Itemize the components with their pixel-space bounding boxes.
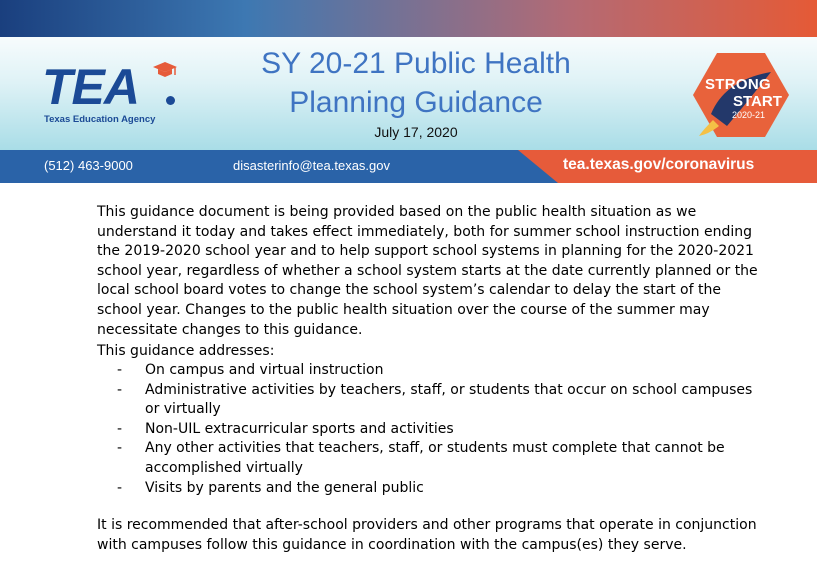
list-bullet: - xyxy=(117,479,123,496)
list-bullet: - xyxy=(117,362,123,378)
title-line-2: Planning Guidance xyxy=(289,86,543,119)
top-gradient-band xyxy=(0,0,817,37)
contact-bar xyxy=(0,150,817,183)
logo-text: TEA xyxy=(42,59,139,115)
website-link[interactable]: tea.texas.gov/coronavirus xyxy=(563,156,755,173)
list-item-text: Administrative activities by teachers, staff, or students that occur on school campuses or virtually xyxy=(145,381,753,418)
list-item xyxy=(97,439,769,478)
list-bullet: - xyxy=(117,381,123,398)
document-date: July 17, 2020 xyxy=(374,124,458,140)
list-item-text: On campus and virtual instruction xyxy=(145,362,384,378)
registered-mark xyxy=(166,96,175,105)
strong-start-badge xyxy=(691,50,791,140)
phone-number[interactable]: (512) 463-9000 xyxy=(44,158,133,173)
list-item-text: Visits by parents and the general public xyxy=(145,479,424,496)
intro-paragraph: This guidance document is being provided based on the public health situation as we understand it today and takes effect immediately, both for summer school instruction ending the 2019-2020 school year and to help support school systems in planning for the 2020-2021 school year, regardless of whether a school system starts at the date currently planned or the local school board votes to change the school system’s calendar to delay the start of the school year. Changes to the public health situation over the course of the summer may necessitate changes to this guidance. xyxy=(97,204,758,338)
list-item xyxy=(97,479,769,499)
list-item xyxy=(97,420,769,440)
list-item xyxy=(97,381,769,420)
list-bullet: - xyxy=(117,440,123,457)
list-bullet: - xyxy=(117,420,123,437)
badge-line-2: START xyxy=(733,93,782,110)
graduation-cap-icon xyxy=(152,60,178,80)
closing-paragraph: It is recommended that after-school providers and other programs that operate in conjunction with campuses follow this guidance in coordination with the campus(es) they serve. xyxy=(97,517,757,553)
addresses-label: This guidance addresses: xyxy=(97,343,275,359)
agency-name: Texas Education Agency xyxy=(44,114,156,125)
badge-line-1: STRONG xyxy=(705,76,771,93)
list-item xyxy=(97,361,769,381)
addresses-list xyxy=(97,361,769,498)
page-title xyxy=(200,44,632,122)
list-item-text: Any other activities that teachers, staff, or students must complete that cannot be accomplished virtually xyxy=(145,440,725,476)
title-line-1: SY 20-21 Public Health xyxy=(261,47,571,80)
badge-line-3: 2020-21 xyxy=(732,110,766,120)
list-item-text: Non-UIL extracurricular sports and activities xyxy=(145,420,454,437)
email-link[interactable]: disasterinfo@tea.texas.gov xyxy=(233,158,391,173)
tea-logo xyxy=(42,59,177,128)
